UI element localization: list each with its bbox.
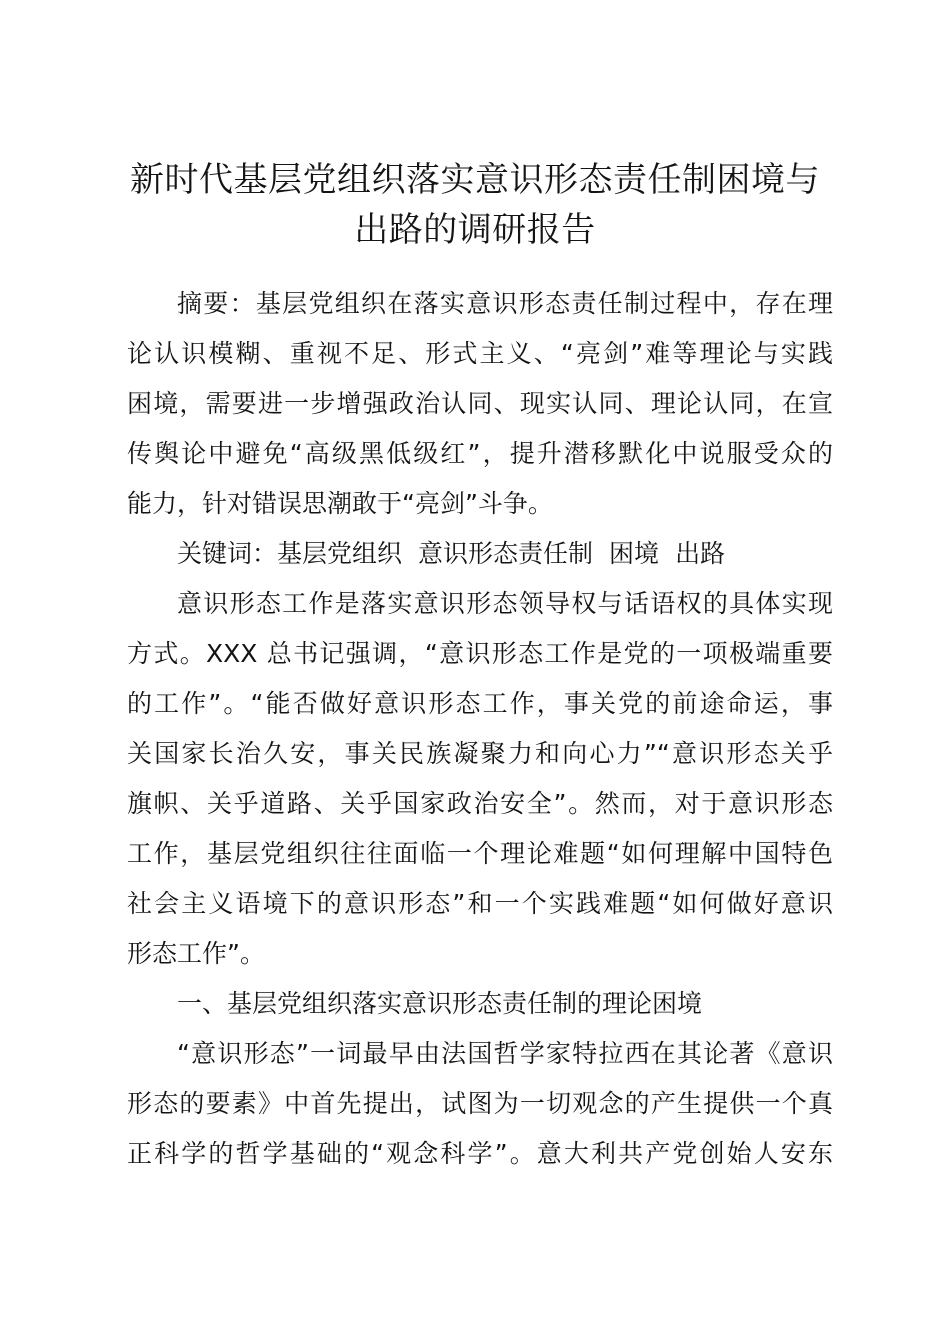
section-paragraph-line: 正科学的哲学基础的“观念科学”。意大利共产党创始人安东 (127, 1139, 833, 1168)
keyword: 意识形态责任制 (418, 539, 594, 568)
keywords-label: 关键词： (177, 539, 278, 568)
keywords-line (177, 536, 833, 572)
intro-line: 意识形态工作是落实意识形态领导权与话语权的具体实现 (177, 589, 833, 618)
intro-line: 工作，基层党组织往往面临一个理论难题“如何理解中国特色 (127, 839, 833, 868)
abstract-line: 论认识模糊、重视不足、形式主义、“亮剑”难等理论与实践 (127, 339, 833, 368)
section-paragraph-line: 形态的要素》中首先提出，试图为一切观念的产生提供一个真 (127, 1089, 833, 1118)
intro-line: 形态工作”。 (127, 939, 265, 968)
document-title-line-2: 出路的调研报告 (354, 210, 596, 250)
keyword: 基层党组织 (277, 539, 403, 568)
intro-line: 旗帜、关乎道路、关乎国家政治安全”。然而，对于意识形态 (127, 789, 833, 818)
abstract-line: 能力，针对错误思潮敢于“亮剑”斗争。 (127, 489, 553, 518)
section-heading: 一、基层党组织落实意识形态责任制的理论困境 (177, 989, 703, 1018)
document-title-line-1: 新时代基层党组织落实意识形态责任制困境与 (130, 160, 820, 200)
intro-line: 关国家长治久安，事关民族凝聚力和向心力”“意识形态关乎 (127, 739, 833, 768)
keyword: 困境 (609, 539, 660, 568)
intro-line: 社会主义语境下的意识形态”和一个实践难题“如何做好意识 (127, 889, 833, 918)
intro-line: 方式。XXX 总书记强调，“意识形态工作是党的一项极端重要 (127, 639, 833, 668)
abstract-line: 困境，需要进一步增强政治认同、现实认同、理论认同，在宣 (127, 389, 833, 418)
keyword: 出路 (675, 539, 726, 568)
section-paragraph-line: “意识形态”一词最早由法国哲学家特拉西在其论著《意识 (177, 1039, 833, 1068)
intro-line: 的工作”。“能否做好意识形态工作，事关党的前途命运，事 (127, 689, 833, 718)
abstract-line: 摘要：基层党组织在落实意识形态责任制过程中，存在理 (177, 289, 833, 318)
abstract-line: 传舆论中避免“高级黑低级红”，提升潜移默化中说服受众的 (127, 439, 833, 468)
